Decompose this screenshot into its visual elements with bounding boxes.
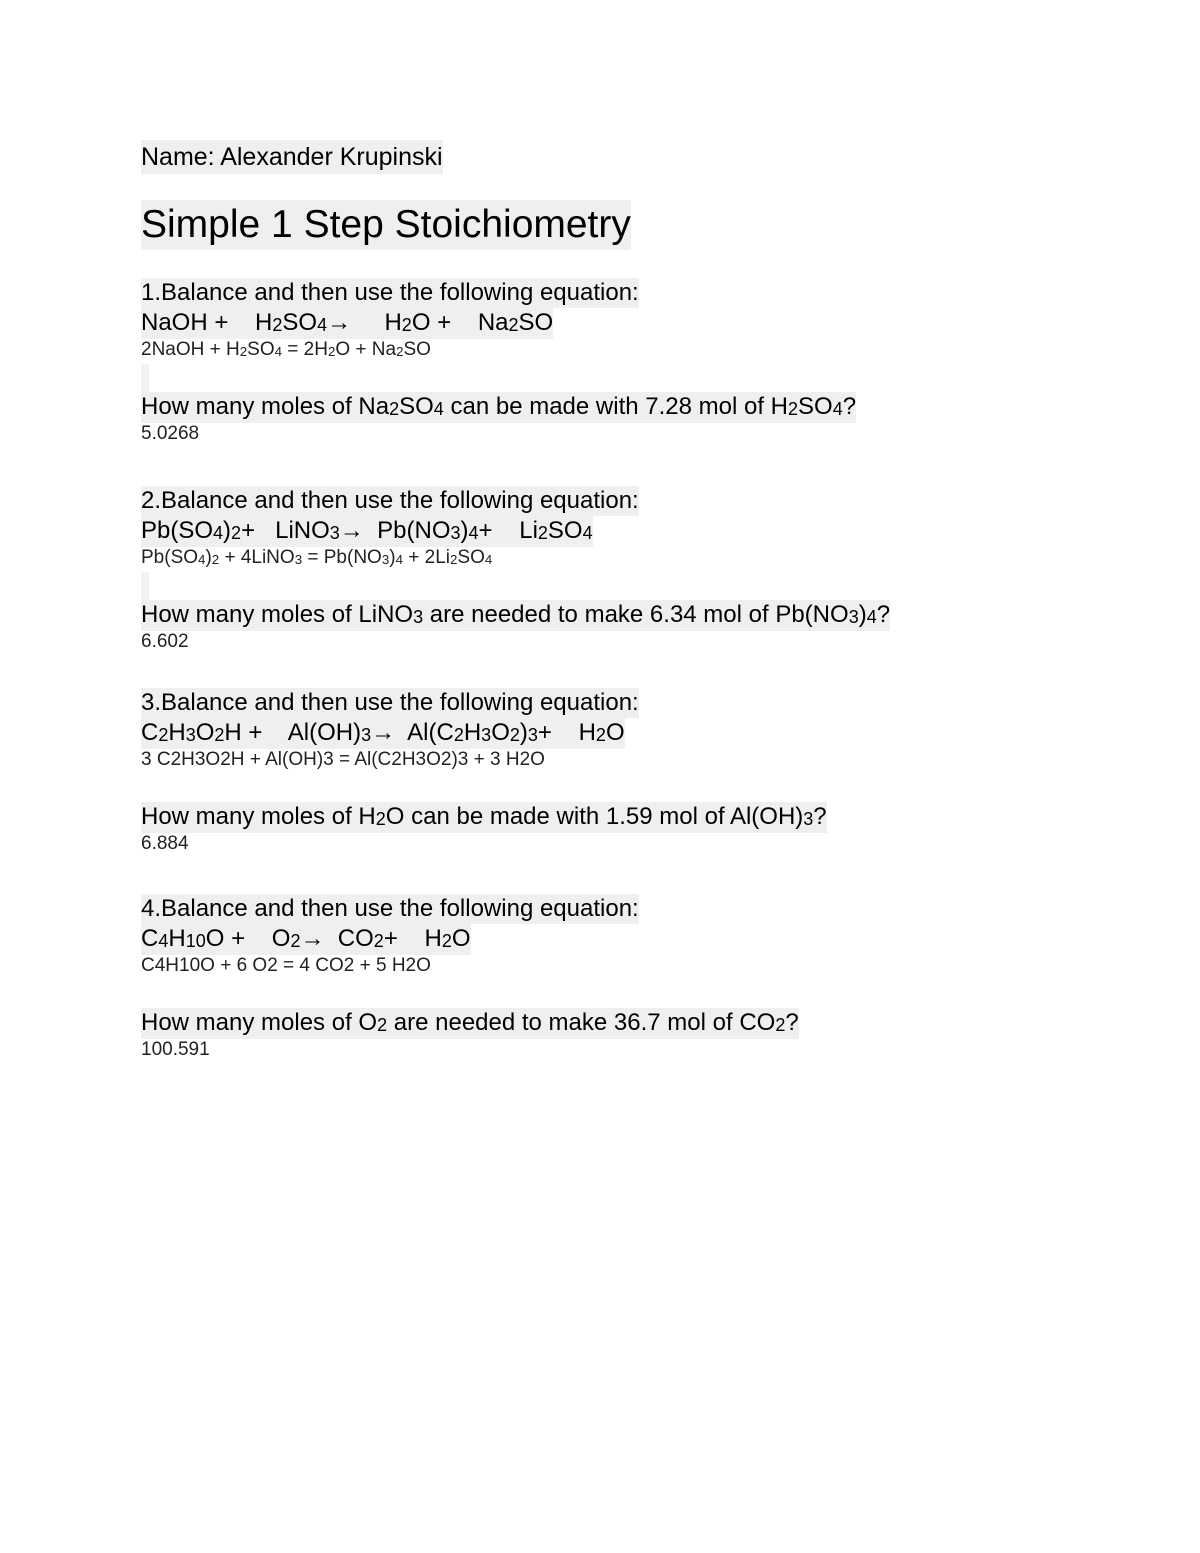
eq-subscript: 3: [361, 724, 372, 745]
eq-term: ): [460, 517, 469, 544]
eq-subscript: 2: [453, 724, 464, 745]
balanced-text: SO: [403, 339, 431, 360]
eq-term: Li: [519, 517, 538, 544]
eq-subscript: 2: [401, 314, 412, 335]
eq-subscript: 4: [213, 522, 224, 543]
balanced-subscript: 2: [211, 551, 220, 567]
balanced-subscript: 4: [395, 551, 403, 567]
question-subscript: 2: [788, 398, 799, 419]
eq-term: H: [168, 719, 186, 746]
question-text: How many moles of Na: [141, 393, 390, 420]
problem-4-equation: [141, 924, 1041, 954]
question-subscript: 4: [866, 606, 877, 627]
eq-subscript: 3: [450, 522, 461, 543]
eq-term: O: [451, 925, 471, 952]
eq-term: O: [491, 719, 510, 746]
student-name-line: [141, 140, 1041, 174]
balanced-text: + 4LiNO: [219, 547, 295, 568]
eq-term: SO: [518, 309, 554, 336]
worksheet-title: Simple 1 Step Stoichiometry: [141, 200, 631, 250]
question-text: SO: [399, 393, 434, 420]
problem-1-heading: 1.Balance and then use the following equation:: [141, 279, 639, 306]
eq-subscript: 2: [158, 724, 169, 745]
reaction-arrow: →: [339, 517, 364, 544]
problem-3: [141, 688, 1041, 856]
problem-4-heading: 4.Balance and then use the following equation:: [141, 895, 639, 922]
reaction-arrow: →: [371, 719, 396, 746]
eq-term: Pb(NO: [377, 517, 451, 544]
question-subscript: 3: [848, 606, 859, 627]
balanced-subscript: 2: [327, 343, 336, 359]
eq-term: H: [424, 925, 442, 952]
eq-term: C: [141, 925, 159, 952]
problem-3-heading: 3.Balance and then use the following equation:: [141, 689, 639, 716]
eq-subscript: 4: [317, 314, 328, 335]
eq-subscript: 2: [508, 314, 519, 335]
eq-term: CO: [337, 925, 374, 952]
eq-term: O +: [411, 309, 452, 336]
eq-subscript: 10: [185, 930, 206, 951]
eq-term: SO: [282, 309, 318, 336]
blank-line: [141, 772, 1041, 802]
problem-4: [141, 894, 1041, 1062]
question-text: SO: [798, 393, 833, 420]
question-text: How many moles of LiNO: [141, 601, 414, 628]
problem-2-heading: 2.Balance and then use the following equation:: [141, 487, 639, 514]
problem-4-answer: 100.591: [141, 1039, 210, 1060]
eq-term: Na: [477, 309, 509, 336]
eq-subscript: 3: [481, 724, 492, 745]
balanced-subscript: 3: [294, 551, 303, 567]
eq-term: H: [384, 309, 402, 336]
eq-subscript: 2: [214, 724, 225, 745]
question-subscript: 2: [775, 1014, 786, 1035]
problem-1-balanced: [141, 338, 1041, 362]
reaction-arrow: →: [327, 309, 352, 336]
eq-subscript: 2: [231, 522, 242, 543]
problem-3-question: [141, 802, 1041, 832]
balanced-text: SO: [457, 547, 485, 568]
eq-subscript: 2: [373, 930, 384, 951]
eq-subscript: 3: [329, 522, 340, 543]
blank-line-marker: [141, 364, 149, 392]
eq-term: +: [478, 517, 493, 544]
question-text: How many moles of O: [141, 1009, 378, 1036]
problem-3-answer: 6.884: [141, 833, 189, 854]
balanced-subscript: 3: [381, 551, 390, 567]
eq-subscript: 4: [468, 522, 479, 543]
problem-1-answer: 5.0268: [141, 423, 200, 444]
problem-2: [141, 486, 1041, 654]
eq-subscript: 4: [158, 930, 169, 951]
eq-subscript: 3: [527, 724, 538, 745]
eq-term: Al(C: [407, 719, 454, 746]
question-text: are needed to make 36.7 mol of CO: [387, 1009, 776, 1036]
question-subscript: 2: [375, 808, 386, 829]
problem-3-balanced: 3 C2H3O2H + Al(OH)3 = Al(C2H3O2)3 + 3 H2O: [141, 749, 545, 770]
eq-term: LiNO: [275, 517, 330, 544]
balanced-text: = 2H: [282, 339, 328, 360]
problem-2-equation: [141, 516, 1041, 546]
eq-term: +: [241, 517, 256, 544]
eq-term: H: [255, 309, 273, 336]
problem-4-balanced: C4H10O + 6 O2 = 4 CO2 + 5 H2O: [141, 955, 431, 976]
balanced-subscript: 4: [198, 551, 206, 567]
eq-term: C: [141, 719, 159, 746]
eq-term: H +: [224, 719, 263, 746]
eq-subscript: 2: [272, 314, 283, 335]
eq-term: Pb(SO: [141, 517, 214, 544]
balanced-subscript: 4: [484, 551, 493, 567]
problem-1-question: [141, 392, 1041, 422]
question-text: can be made with 7.28 mol of H: [443, 393, 788, 420]
balanced-text: ): [389, 547, 396, 568]
problem-1-equation: [141, 308, 1041, 338]
eq-subscript: 3: [185, 724, 196, 745]
blank-line: [141, 978, 1041, 1008]
question-text: ?: [876, 601, 891, 628]
worksheet-title-line: [141, 200, 1041, 250]
balanced-text: SO: [247, 339, 275, 360]
question-text: ?: [813, 803, 827, 830]
eq-subscript: 2: [441, 930, 452, 951]
eq-subscript: 2: [537, 522, 548, 543]
question-subscript: 4: [832, 398, 843, 419]
balanced-text: Pb(SO: [141, 547, 199, 568]
balanced-text: + 2Li: [402, 547, 450, 568]
eq-subscript: 2: [509, 724, 520, 745]
question-text: are needed to make 6.34 mol of Pb(NO: [423, 601, 849, 628]
balanced-subscript: 2: [449, 551, 458, 567]
problem-3-equation: [141, 718, 1041, 748]
eq-term: H: [578, 719, 596, 746]
question-text: ?: [785, 1009, 799, 1036]
eq-subscript: 2: [290, 930, 301, 951]
question-text: How many moles of H: [141, 803, 376, 830]
eq-term: SO: [547, 517, 583, 544]
eq-term: O: [195, 719, 215, 746]
question-text: ): [858, 601, 867, 628]
balanced-text: = Pb(NO: [302, 547, 382, 568]
document-page: [141, 140, 1041, 1062]
eq-term: O: [605, 719, 625, 746]
eq-term: ): [223, 517, 232, 544]
eq-term: O +: [205, 925, 246, 952]
balanced-text: 2NaOH + H: [141, 339, 240, 360]
question-text: ?: [842, 393, 857, 420]
blank-line-marker: [141, 572, 149, 600]
eq-subscript: 2: [595, 724, 606, 745]
balanced-subscript: 2: [396, 343, 404, 359]
eq-term: +: [537, 719, 552, 746]
eq-term: NaOH +: [141, 309, 229, 336]
eq-term: Al(OH): [287, 719, 362, 746]
balanced-subscript: 4: [274, 343, 282, 359]
problem-2-answer: 6.602: [141, 631, 189, 652]
student-name: Name: Alexander Krupinski: [141, 140, 443, 174]
problem-4-question: [141, 1008, 1041, 1038]
balanced-text: ): [205, 547, 212, 568]
problem-1: [141, 278, 1041, 446]
question-subscript: 2: [389, 398, 400, 419]
eq-term: H: [463, 719, 482, 746]
balanced-subscript: 2: [239, 343, 248, 359]
reaction-arrow: →: [300, 925, 325, 952]
eq-subscript: 4: [582, 522, 593, 543]
eq-term: +: [383, 925, 398, 952]
eq-term: H: [168, 925, 186, 952]
problem-2-question: [141, 600, 1041, 630]
eq-term: O: [271, 925, 291, 952]
eq-term: ): [519, 719, 528, 746]
problem-2-balanced: [141, 546, 1041, 570]
question-text: O can be made with 1.59 mol of Al(OH): [385, 803, 804, 830]
question-subscript: 3: [413, 606, 424, 627]
question-subscript: 2: [377, 1014, 388, 1035]
balanced-text: O + Na: [335, 339, 397, 360]
question-subscript: 4: [433, 398, 444, 419]
question-subscript: 3: [803, 808, 814, 829]
